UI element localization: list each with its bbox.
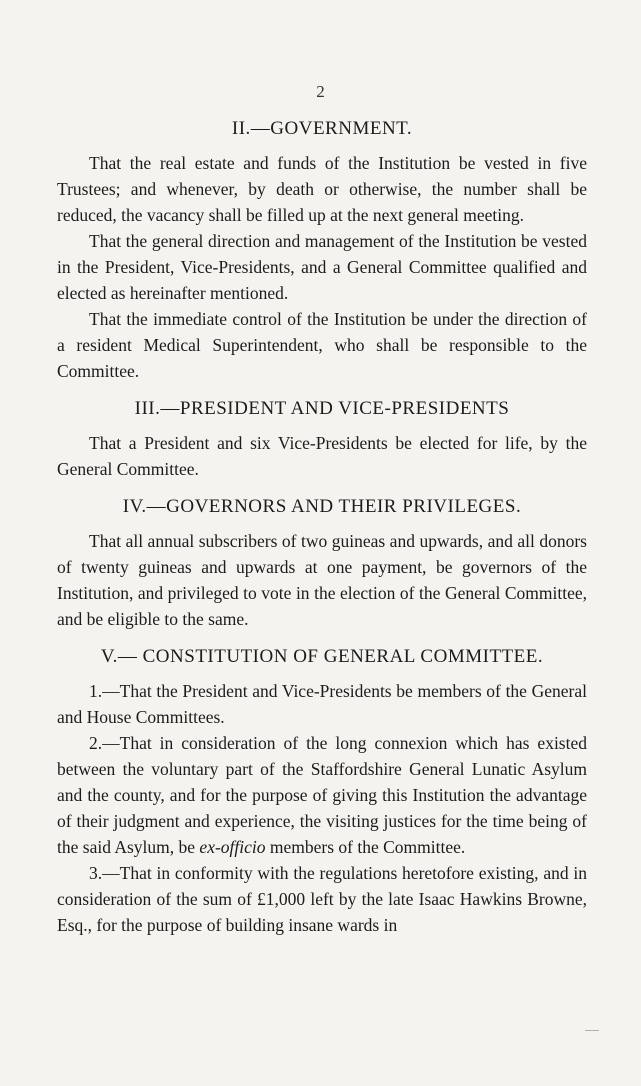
paragraph-browne: 3.—That in conformity with the regulations heretofore existing, and in consideration of the sum of £1,000 left by the late Isaac Hawkins Browne, Esq., for the purpose of building insane wards in — [57, 863, 587, 935]
page-mark — [585, 1030, 599, 1031]
paragraph: That the immediate control of the Institution be under the direction of a resident Medical Superintendent, who shall be responsible to the Committee. — [57, 309, 587, 381]
paragraph: That a President and six Vice-Presidents be elected for life, by the General Committee. — [57, 433, 587, 479]
paragraph-text: 2.—That in consideration of the long connexion which has existed between the voluntary part of the Staffordshire General Lunatic Asylum and the county, and for the purpose of giving this Institution the advantage of their judgment and experience, the visiting justices for the time being of the said Asylum, be — [57, 733, 587, 857]
paragraph: That the real estate and funds of the Institution be vested in five Trustees; and whenever, by death or otherwise, the number shall be reduced, the vacancy shall be filled up at the next general meeting. — [57, 153, 587, 225]
section-heading-governors: IV.—GOVERNORS AND THEIR PRIVILEGES. — [122, 496, 522, 517]
paragraph-asylum — [57, 730, 587, 860]
italic-term: ex-officio — [199, 837, 266, 857]
page-number: 2 — [316, 82, 325, 101]
paragraph: That all annual subscribers of two guineas and upwards, and all donors of twenty guineas and upwards at one payment, be governors of the Institution, and privileged to vote in the election of the General Committee, and be eligible to the same. — [57, 531, 587, 629]
paragraph-text: members of the Committee. — [265, 837, 466, 857]
paragraph: That the general direction and management of the Institution be vested in the President, Vice-Presidents, and a General Committee qualified and elected as hereinafter mentioned. — [57, 231, 587, 303]
paragraph: 1.—That the President and Vice-Presidents be members of the General and House Committees. — [57, 681, 587, 727]
section-heading-president: III.—PRESIDENT AND VICE-PRESIDENTS — [134, 398, 510, 419]
document-body — [57, 118, 587, 938]
section-heading-government: II.—GOVERNMENT. — [231, 118, 413, 139]
section-heading-committee: V.— CONSTITUTION OF GENERAL COMMITTEE. — [100, 646, 544, 667]
